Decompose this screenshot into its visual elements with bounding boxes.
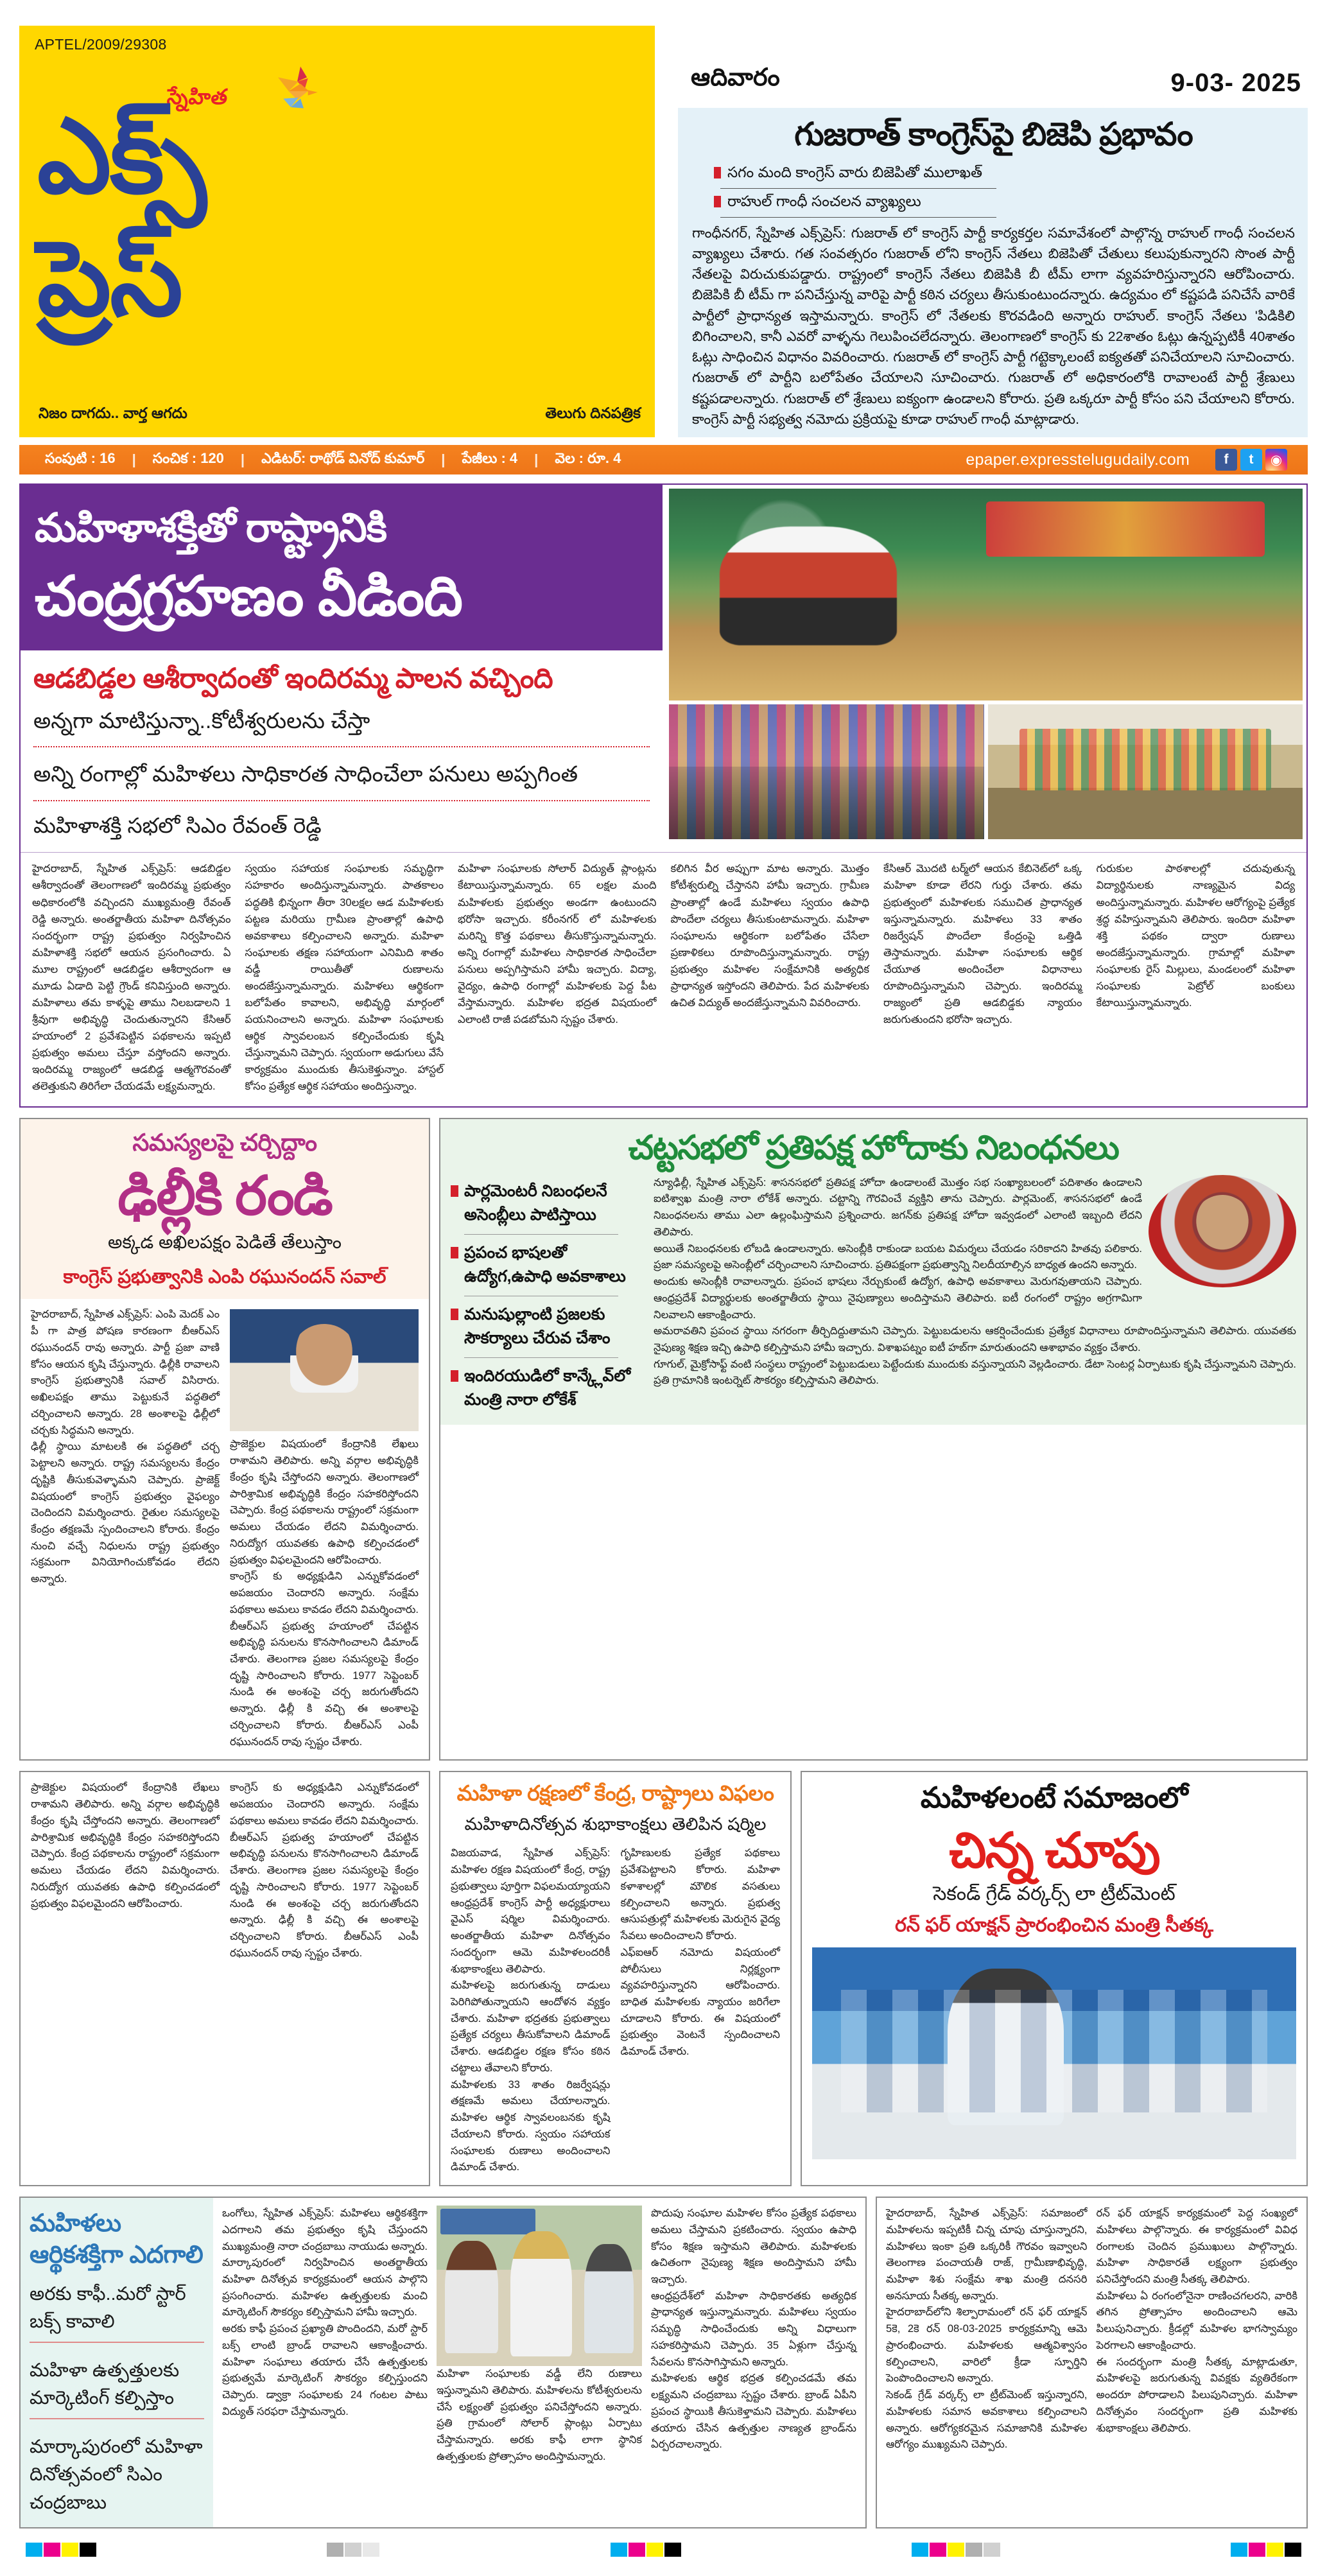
chinna-sub: సెకండ్ గ్రేడ్ వర్కర్స్ లా ట్రీట్‌మెంట్ bbox=[933, 1883, 1175, 1904]
cmyk-swatch-black bbox=[1285, 2543, 1301, 2557]
run-for-action-photo bbox=[812, 1947, 1296, 2159]
divider bbox=[30, 2342, 204, 2343]
epaper-url[interactable]: epaper.expresstelugudaily.com bbox=[966, 450, 1190, 469]
chinna-paragraph: సెకండ్ గ్రేడ్ వర్కర్స్ లా ట్రీట్‌మెంట్ ఇస్తున్నారని, మహిళలకు సమాన అవకాశాలు కల్పించాలని అన్నారు. ఆరోగ్యకరమైన సమాజానికి మహిళల ఆరోగ్యం ముఖ్యమని చెప్పారు. bbox=[886, 2389, 1088, 2451]
brand-wordmark bbox=[37, 95, 205, 340]
delhi-paragraph: హైదరాబాద్, స్నేహిత ఎక్స్‌ప్రెస్: ఎంపి మెదక్ ఎం పీ గా పాత్ర పోషణ కారణంగా బీఆర్ఎస్ రఘునందన్ రావు అన్నారు. పార్టీ ప్రజా వాణి కోసం ఆయన కృషి చేస్తున్నారు. ఢిల్లీకి రావాలని కాంగ్రెస్ ప్రభుత్వానికి సవాల్ విసిరారు. అఖిలపక్షం తాము పెట్టుకునే పద్ధతిలో చర్చించాలని అన్నారు. 28 అంశాలపై ఢిల్లీలో చర్చకు సిద్ధమని అన్నారు. bbox=[31, 1309, 220, 1436]
assembly-paragraph: గూగుల్, మైక్రోసాఫ్ట్ వంటి సంస్థలు రాష్ట్రంలో పెట్టుబడులు పెట్టేందుకు ముందుకు వస్తున్నాయని వెల్లడించారు. డేటా సెంటర్ల ఏర్పాటుకు కృషి చేస్తున్నామని చెప్పారు. ప్రతి గ్రామానికి ఇంటర్నెట్ సౌకర్యం కల్పిస్తామని తెలిపారు. bbox=[654, 1358, 1296, 1387]
assembly-grid bbox=[451, 1175, 1296, 1417]
chinna-chupu-card bbox=[801, 1771, 1308, 2186]
divider bbox=[33, 800, 650, 801]
assembly-bullet-text: పార్లమెంటరీ నిబంధలనే అసెంబ్లీలు పాటిస్తాయి bbox=[464, 1181, 607, 1224]
economic-point: మార్కాపురంలో మహిళా దినోత్సవంలో సిఎం చంద్రబాబు bbox=[30, 2436, 203, 2513]
delhi-kicker: సమస్యలపై చర్చిద్దాం bbox=[132, 1129, 317, 1156]
lead-photo-row bbox=[669, 704, 1303, 839]
facebook-icon[interactable]: f bbox=[1215, 449, 1237, 471]
social-links bbox=[1215, 449, 1299, 471]
brand-tagline-left: నిజం దాగదు.. వార్త ఆగదు bbox=[39, 405, 187, 421]
chinna-paragraph: మహిళలు ఏ రంగంలోనైనా రాణించగలరని, వారికి తగిన ప్రోత్సాహం అందించాలని ఆమె పిలుపునిచ్చారు. క్రీడల్లో మహిళల భాగస్వామ్యం పెరగాలని ఆకాంక్షించారు. bbox=[1096, 2290, 1297, 2351]
divider bbox=[464, 1357, 618, 1358]
mahila-raksha-sub: మహిళాదినోత్సవ శుభాకాంక్షలు తెలిపిన షర్మిల bbox=[464, 1815, 767, 1834]
chinna-col-2 bbox=[1097, 2206, 1298, 2453]
lead-sub-2: అన్ని రంగాల్లో మహిళలు సాధికారత సాధించేలా పనులు అప్పగింత bbox=[33, 762, 578, 787]
cmyk-swatch-gray bbox=[966, 2543, 982, 2557]
cmyk-swatch-yellow bbox=[646, 2543, 663, 2557]
masthead-right bbox=[655, 26, 1308, 437]
delhi-paragraph: ఢిల్లీ స్థాయి మాటలకి ఈ పద్ధతిలో చర్చ పెట్టాలని అన్నారు. రాష్ట్ర సమస్యలను కేంద్రం దృష్టికి తీసుకువెళ్ళామని చెప్పారు. ప్రాజెక్ట్ విషయంలో కాంగ్రెస్ ప్రభుత్వం వైఫల్యం చెందిందని విమర్శించారు. రైతుల సమస్యలపై కేంద్రం తక్షణమే స్పందించాలని కోరారు. కేంద్రం నుంచి వచ్చే నిధులను రాష్ట్ర ప్రభుత్వం సక్రమంగా వినియోగించుకోవడం లేదని అన్నారు. bbox=[31, 1441, 220, 1585]
issue-label: సంచిక : 120 bbox=[152, 449, 224, 466]
assembly-bullet bbox=[451, 1360, 643, 1417]
lead-paragraph: హైదరాబాద్, స్నేహిత ఎక్స్‌ప్రెస్: ఆడబిడ్డల ఆశీర్వాదంతో తెలంగాణలో ఇందిరమ్మ ప్రభుత్వం అధికారంలోకి వచ్చిందని ముఖ్యమంత్రి రేవంత్ రెడ్డి అన్నారు. అంతర్జాతీయ మహిళా దినోత్సవం సందర్భంగా రాష్ట్ర ప్రభుత్వం నిర్వహించిన మహిళాశక్తి సభలో ఆయన ప్రసంగించారు. ఏ మూల రాష్ట్రంలో ఆడబిడ్డల ఆశీర్వాదంగా ఆ మూడు ఏడాది పెట్టి గ్రౌండ్ కనివిస్తుంది అన్నారు. మహిళాలు తమ కాళ్ళపై తాము నిలబడాలని 1 శ్రీవుగా అభివృద్ధి చెందుతున్నారని కేసిఆర్ హయాంలో 2 ప్రవేశపెట్టిన పథకాలను ఇప్పటి ప్రభుత్వం అమలు చేస్తూ వస్తోందని అన్నారు. ఇందిరమ్మ రాజ్యంలో ఆడబిడ్డ ఆత్మగౌరవంతో తలెత్తుకుని తిరిగేలా చేయడమే లక్ష్యమన్నారు. bbox=[32, 863, 231, 1093]
economic-paragraph: మహిళా సంఘాలకు వడ్డీ లేని రుణాలు ఇస్తున్నామని తెలిపారు. మహిళలను కోటీశ్వరులను చేసే లక్ష్యంతో ప్రభుత్వం పనిచేస్తోందని అన్నారు. ప్రతి గ్రామంలో సోలార్ ప్లాంట్లు ఏర్పాటు చేస్తామన్నారు. అరకు కాఫీ లాగా స్థానిక ఉత్పత్తులకు ప్రోత్సాహం అందిస్తామన్నారు. bbox=[437, 2368, 642, 2462]
assembly-bullet-text: ఇందిరయుడిలో కాన్క్లేవ్‌లో మంత్రి నారా లోకేశ్ bbox=[464, 1366, 631, 1409]
lead-paragraph: స్వయం సహాయక సంఘాలకు సమృద్ధిగా సహకారం అందిస్తున్నామన్నారు. పాతకాలం పద్ధతికి భిన్నంగా తీరా 30లక్షల ఆడ మహిళలకు పట్టణ మరియు గ్రామీణ ప్రాంతాల్లో ఉపాధి అవకాశాలు కల్పించాలని అన్నారు. మహిళా సంఘాలకు తక్షణ సహాయంగా ఎనిమిది శాతం వడ్డీ రాయితీతో రుణాలను అందజేస్తున్నామన్నారు. మహిళలు ఆర్థికంగా బలోపేతం కావాలని, అభివృద్ధి మార్గంలో పయనించాలని అన్నారు. మహిళా సంఘాలకు ఆర్థిక స్వావలంబన కల్పించేందుకు కృషి చేస్తున్నామని చెప్పారు. స్వయంగా అడుగులు వేసే కార్యక్రమం ముందుకు తీసుకెళ్తున్నాం. హాస్టల్ కోసం ప్రత్యేక ఆర్థిక సహాయం అందిస్తున్నాం. bbox=[245, 863, 444, 1093]
cmyk-swatch-cyan bbox=[26, 2543, 42, 2557]
volume-label: సంపుటి : 16 bbox=[45, 449, 116, 466]
lead-headline-column bbox=[21, 485, 663, 847]
lead-headline-banner bbox=[21, 485, 663, 650]
cmyk-swatch-magenta bbox=[629, 2543, 645, 2557]
lead-sub-3: మహిళాశక్తి సభలో సిఎం రేవంత్ రెడ్డి bbox=[33, 813, 322, 837]
mahila-col-1 bbox=[451, 1845, 611, 2176]
cmyk-swatch-yellow bbox=[62, 2543, 78, 2557]
person-figure bbox=[445, 2241, 498, 2353]
economic-paragraph: పొదుపు సంఘాల మహిళల కోసం ప్రత్యేక పథకాలు అమలు చేస్తామని ప్రకటించారు. స్వయం ఉపాధి కోసం శిక్షణ ఇస్తామని తెలిపారు. మహిళలకు ఉచితంగా నైపుణ్య శిక్షణ అందిస్తామని హామీ ఇచ్చారు. bbox=[651, 2207, 856, 2285]
cmyk-swatch-gray bbox=[363, 2543, 379, 2557]
delhi-paragraph: కాంగ్రెస్ కు అధ్యక్షుడిని ఎన్నుకోవడంలో అపజయం చెందారని అన్నారు. సంక్షేమ పథకాలు అమలు కావడం లేదని విమర్శించారు. బీఆర్ఎస్ ప్రభుత్వ హయాంలో చేపట్టిన అభివృద్ధి పనులను కొనసాగించాలని డిమాండ్ చేశారు. తెలంగాణ ప్రజల సమస్యలపై కేంద్రం దృష్టి సారించాలని కోరారు. 1977 సెప్టెంబర్ నుండి ఈ అంశంపై చర్చ జరుగుతోందని అన్నారు. ఢిల్లీ కి వచ్చి ఈ అంశాలపై చర్చించాలని కోరారు. బీఆర్ఎస్ ఎంపీ రఘునందన్ రావు స్పష్టం చేశారు. bbox=[230, 1571, 419, 1748]
cmyk-swatch-gray bbox=[345, 2543, 361, 2557]
cmyk-swatch-gray bbox=[984, 2543, 1000, 2557]
delhi-paragraph: కాంగ్రెస్ కు అధ్యక్షుడిని ఎన్నుకోవడంలో అపజయం చెందారని అన్నారు. సంక్షేమ పథకాలు అమలు కావడం లేదని విమర్శించారు. బీఆర్ఎస్ ప్రభుత్వ హయాంలో చేపట్టిన అభివృద్ధి పనులను కొనసాగించాలని డిమాండ్ చేశారు. తెలంగాణ ప్రజల సమస్యలపై కేంద్రం దృష్టి సారించాలని కోరారు. 1977 సెప్టెంబర్ నుండి ఈ అంశంపై చర్చ జరుగుతోందని అన్నారు. ఢిల్లీ కి వచ్చి ఈ అంశాలపై చర్చించాలని కోరారు. బీఆర్ఎస్ ఎంపీ రఘునందన్ రావు స్పష్టం చేశారు. bbox=[230, 1782, 419, 1959]
delhi-continuation-card bbox=[19, 1771, 430, 2186]
cmyk-swatch-cyan bbox=[611, 2543, 627, 2557]
lead-top bbox=[21, 485, 1306, 847]
mahila-col-2 bbox=[621, 1845, 781, 2176]
mahila-raksha-headline: మహిళా రక్షణలో కేంద్ర, రాష్ట్రాలు విఫలం bbox=[456, 1781, 774, 1806]
mahila-raksha-card bbox=[439, 1771, 792, 2186]
cmyk-swatch-cyan bbox=[912, 2543, 928, 2557]
bottom-row bbox=[19, 2197, 1308, 2528]
top-news-block bbox=[678, 108, 1308, 437]
delhi-paragraph: ప్రాజెక్టుల విషయంలో కేంద్రానికి లేఖలు రాశామని తెలిపారు. అన్ని వర్గాల అభివృద్ధికి కేంద్రం కృషి చేస్తోందని అన్నారు. తెలంగాణలో పారిశ్రామిక అభివృద్ధికి కేంద్రం సహకరిస్తోందని చెప్పారు. కేంద్ర పథకాలను రాష్ట్రంలో సక్రమంగా అమలు చేయడం లేదని విమర్శించారు. నిరుద్యోగ యువతకు ఉపాధి కల్పించడంలో ప్రభుత్వం విఫలమైందని ఆరోపించారు. bbox=[31, 1782, 220, 1910]
brand-tagline-right: తెలుగు దినపత్రిక bbox=[545, 405, 641, 421]
cmyk-group bbox=[912, 2543, 1000, 2557]
separator: | bbox=[534, 451, 539, 467]
chinna-paragraph: హైదరాబాద్‌లోని శిల్పారామంలో రన్ ఫర్ యాక్షన్ 5కె, 2కె రన్ 08-03-2025 కార్యక్రమాన్ని ఆమె ప్రారంభించారు. మహిళలకు ఆత్మవిశ్వాసం కల్పించాలని, వారిలో క్రీడా స్ఫూర్తిని పెంపొందించాలని అన్నారు. bbox=[886, 2306, 1088, 2385]
delhi-headline: ఢిల్లీకి రండి bbox=[117, 1165, 332, 1226]
brand-wordmark-line2: ప్రెస్ bbox=[37, 221, 182, 338]
cmyk-group bbox=[26, 2543, 96, 2557]
delhi-story-card bbox=[19, 1118, 430, 1761]
economic-point: అరకు కాఫీ..మరో స్టార్ బక్స్ కావాలి bbox=[30, 2283, 186, 2333]
lead-sub-red: ఆడబిడ్డల ఆశీర్వాదంతో ఇందిరమ్మ పాలన వచ్చింది bbox=[33, 663, 553, 694]
assembly-body bbox=[654, 1175, 1296, 1417]
economic-paragraph: ఆంధ్రప్రదేశ్‌లో మహిళా సాధికారతకు అత్యధిక ప్రాధాన్యత ఇస్తున్నామన్నారు. మహిళలు స్వయం సమృద్ధి సాధించేందుకు అన్ని విధాలుగా సహకరిస్తామని చెప్పారు. 35 ఏళ్లుగా చేస్తున్న సేవలను కొనసాగిస్తామని అన్నారు. bbox=[651, 2290, 856, 2368]
registration-number: APTEL/2009/29308 bbox=[35, 36, 167, 53]
cmyk-swatch-yellow bbox=[948, 2543, 964, 2557]
assembly-bullets bbox=[451, 1175, 643, 1417]
assembly-story-card bbox=[439, 1118, 1308, 1761]
mahila-paragraph: విజయవాడ, స్నేహిత ఎక్స్‌ప్రెస్: మహిళల రక్షణ విషయంలో కేంద్ర, రాష్ట్ర ప్రభుత్వాలు పూర్తిగా విఫలమయ్యాయని ఆంధ్రప్రదేశ్ కాంగ్రెస్ పార్టీ అధ్యక్షురాలు వైఎస్ షర్మిల విమర్శించారు. అంతర్జాతీయ మహిళా దినోత్సవం సందర్భంగా ఆమె మహిళలందరికీ శుభాకాంక్షలు తెలిపారు. bbox=[451, 1847, 611, 1975]
economic-headline-block bbox=[21, 2198, 213, 2527]
chinna-sub-red: రన్ ఫర్ యాక్షన్ ప్రారంభించిన మంత్రి సీతక్క bbox=[895, 1914, 1213, 1936]
assembly-paragraph: అయితే నిబంధనలకు లోబడి ఉండాలన్నారు. అసెంబ్లీకి రాకుండా బయట విమర్శలు చేయడం సరికాదని హితవు పలికారు. ప్రజా సమస్యలపై అసెంబ్లీలో చర్చించాలని సూచించారు. ప్రతిపక్షంగా ప్రభుత్వాన్ని నిలదీయాల్సిన బాధ్యత ఉందని అన్నారు. bbox=[654, 1242, 1142, 1271]
assembly-block bbox=[440, 1119, 1306, 1424]
economic-col-1 bbox=[222, 2206, 428, 2519]
economic-headline: మహిళలు ఆర్థికశక్తిగా ఎదగాలి bbox=[30, 2210, 204, 2269]
economic-story-card bbox=[19, 2197, 867, 2528]
mahila-paragraph: ఎఫ్ఐఆర్ నమోదు విషయంలో పోలీసులు నిర్లక్ష్యంగా వ్యవహరిస్తున్నారని ఆరోపించారు. బాధిత మహిళలకు న్యాయం జరిగేలా చూడాలని కోరారు. ఈ విషయంలో ప్రభుత్వం వెంటనే స్పందించాలని డిమాండ్ చేశారు. bbox=[620, 1946, 780, 2058]
economic-col-3 bbox=[651, 2206, 856, 2519]
top-news-bullet bbox=[691, 189, 1296, 217]
lead-paragraph: కలిగిన వీర అప్పుగా మాట అన్నారు. మెుత్తం కోటీశ్వరుల్ని చేస్తానని హామీ ఇచ్చారు. గ్రామీణ ప్రాంతాల్లో ఉండే మహిళలు స్వయం ఉపాధి పొందేలా చర్యలు తీసుకుంటామన్నారు. మహిళా సంఘాలను ఆర్థికంగా బలోపేతం చేసేలా ప్రణాళికలు రూపొందిస్తున్నామన్నారు. రాష్ట్ర ప్రభుత్వం మహిళల సంక్షేమానికి అత్యధిక ప్రాధాన్యత ఇస్తోందని తెలిపారు. పేద మహిళలకు ఉచిత విద్యుత్ అందజేస్తున్నామని వివరించారు. bbox=[670, 863, 869, 1009]
economic-body bbox=[213, 2198, 865, 2527]
assembly-paragraph: న్యూఢిల్లీ, స్నేహిత ఎక్స్‌ప్రెస్: శాసనసభలో ప్రతిపక్ష హోదా ఉండాలంటే మెుత్తం సభ సంఖ్యాబలంలో పదిశాతం ఉండాలని ఐటిశ్వాఖ మంత్రి నారా లోకేశ్ అన్నారు. చట్టాన్ని గౌరవించే వ్యక్తిని తాను చెప్పారు. పార్లమెంట్, శాసనసభలో ఉండే నిబంధనలను తాము ఎలా ఉల్లంఘిస్తామని ప్రశ్నించారు. జగన్‌కు ప్రతిపక్ష హోదా ఇవ్వడంలో ఎలాంటి ఇబ్బంది లేదని తెలిపారు. bbox=[654, 1176, 1142, 1238]
economic-paragraph: ఒంగోలు, స్నేహిత ఎక్స్‌ప్రెస్: మహిళలు ఆర్థికశక్తిగా ఎదగాలని తమ ప్రభుత్వం కృషి చేస్తుందని ముఖ్యమంత్రి నారా చంద్రబాబు నాయుడు అన్నారు. మార్కాపురంలో నిర్వహించిన అంతర్జాతీయ మహిళా దినోత్సవ కార్యక్రమంలో ఆయన పాల్గొని ప్రసంగించారు. మహిళల ఉత్పత్తులకు మంచి మార్కెటింగ్ సౌకర్యం కల్పిస్తామని హామీ ఇచ్చారు. bbox=[222, 2207, 428, 2319]
top-news-bullet-text: రాహుల్ గాంధీ సంచలన వ్యాఖ్యలు bbox=[727, 192, 921, 209]
cmyk-group bbox=[611, 2543, 681, 2557]
economic-paragraph: మహిళలకు ఆర్థిక భద్రత కల్పించడమే తమ లక్ష్యమని చంద్రబాబు స్పష్టం చేశారు. బ్రాండ్ ఏపీని ప్రపంచ స్థాయికి తీసుకెళ్తామని చెప్పారు. మహిళలు తయారు చేసిన ఉత్పత్తుల నాణ్యత బ్రాండ్‌ను ఏర్పరచాలన్నారు. bbox=[651, 2372, 856, 2451]
bullet-square-icon bbox=[451, 1370, 458, 1382]
chinna-paragraph: హైదరాబాద్, స్నేహిత ఎక్స్‌ప్రెస్: సమాజంలో మహిళలను ఇప్పటికీ చిన్న చూపు చూస్తున్నారని, మహిళలు ఇంకా ప్రతి ఒక్కరికీ గౌరవం ఇవ్వాలని తెలంగాణ పంచాయతీ రాజ్, గ్రామీణాభివృద్ధి, మహిళా శిశు సంక్షేమ శాఖ మంత్రి దనసరి అనసూయ సీతక్క అన్నారు. bbox=[886, 2207, 1088, 2302]
lead-photo-stalls bbox=[988, 704, 1303, 839]
cmyk-swatch-yellow bbox=[1267, 2543, 1283, 2557]
lead-paragraph: గురుకుల పాఠశాలల్లో చదువుతున్న విద్యార్థినులకు నాణ్యమైన విద్య అందిస్తున్నామన్నారు. మహిళల ఆరోగ్యంపై ప్రత్యేక శ్రద్ధ వహిస్తున్నామని తెలిపారు. ఇందిరా మహిళా శక్తి పథకం ద్వారా రుణాలు అందజేస్తున్నామన్నారు. గ్రామాల్లో మహిళా సంఘాలకు రైస్ మిల్లులు, మండలంలో మహిళా సంఘాలకు పెట్రోల్ బంకులు కేటాయిస్తున్నామన్నారు. bbox=[1096, 863, 1296, 1009]
delhi-continuation-body bbox=[21, 1772, 429, 1971]
mahila-paragraph: గృహిణులకు ప్రత్యేక పథకాలు ప్రవేశపెట్టాలని కోరారు. మహిళా కళాశాలల్లో మౌలిక వసతులు కల్పించాలని అన్నారు. ప్రభుత్వ ఆసుపత్రుల్లో మహిళలకు మెరుగైన వైద్య సేవలు అందించాలని కోరారు. bbox=[620, 1847, 780, 1942]
brand-wordmark-line1: ఎక్స్ bbox=[37, 98, 205, 214]
delhi-body-col-1 bbox=[31, 1307, 220, 1750]
bullet-square-icon bbox=[714, 196, 721, 207]
editor-label: ఎడిటర్: రాథోడ్ వినోద్ కుమార్ bbox=[261, 449, 425, 466]
divider bbox=[464, 1234, 618, 1235]
assembly-bullet bbox=[451, 1298, 643, 1355]
assembly-bullet-text: ప్రపంచ భాషలతో ఉద్యోగ,ఉపాధి అవకాశాలు bbox=[464, 1243, 626, 1286]
assembly-headline: చట్టసభలో ప్రతిపక్ష హోదాకు నిబంధనలు bbox=[628, 1129, 1119, 1167]
chinna-col-1 bbox=[886, 2206, 1088, 2453]
masthead-logo-box bbox=[19, 26, 655, 437]
lead-subheads bbox=[21, 650, 663, 848]
lower-mid-row bbox=[19, 1771, 1308, 2186]
bullet-square-icon bbox=[451, 1185, 458, 1197]
lead-story bbox=[19, 483, 1308, 1108]
cmyk-registration-bars bbox=[19, 2528, 1308, 2563]
cmyk-swatch-gray bbox=[327, 2543, 343, 2557]
divider bbox=[33, 746, 650, 747]
brand-small-text: స్నేహిత bbox=[166, 85, 229, 109]
raghunandan-rao-photo bbox=[230, 1309, 419, 1431]
cmyk-swatch-black bbox=[80, 2543, 96, 2557]
mahila-paragraph: మహిళలకు 33 శాతం రిజర్వేషన్లు తక్షణమే అమలు చేయాలన్నారు. మహిళల ఆర్థిక స్వావలంబనకు కృషి చేయాలని కోరారు. స్వయం సహాయక సంఘాలకు రుణాలు అందించాలని డిమాండ్ చేశారు. bbox=[451, 2078, 611, 2173]
assembly-bullet bbox=[451, 1175, 643, 1232]
delhi-paragraph: ప్రాజెక్టుల విషయంలో కేంద్రానికి లేఖలు రాశామని తెలిపారు. అన్ని వర్గాల అభివృద్ధికి కేంద్రం కృషి చేస్తోందని అన్నారు. తెలంగాణలో పారిశ్రామిక అభివృద్ధికి కేంద్రం సహకరిస్తోందని చెప్పారు. కేంద్ర పథకాలను రాష్ట్రంలో సక్రమంగా అమలు చేయడం లేదని విమర్శించారు. నిరుద్యోగ యువతకు ఉపాధి కల్పించడంలో ప్రభుత్వం విఫలమైందని ఆరోపించారు. bbox=[230, 1438, 419, 1566]
minister-seethakka-figure bbox=[948, 1969, 1064, 2125]
mahila-paragraph: మహిళలపై జరుగుతున్న దాడులు పెరిగిపోతున్నాయని ఆందోళన వ్యక్తం చేశారు. మహిళా భద్రతకు ప్రభుత్వాలు ప్రత్యేక చర్యలు తీసుకోవాలని డిమాండ్ చేశారు. ఆడబిడ్డల రక్షణ కోసం కఠిన చట్టాలు తేవాలని కోరారు. bbox=[451, 1980, 611, 2074]
price-label: వెల : రూ. 4 bbox=[555, 449, 621, 466]
bullet-square-icon bbox=[451, 1309, 458, 1320]
bullet-square-icon bbox=[714, 167, 721, 178]
delhi-sub: అక్కడ అఖిలపక్షం పెడితే తేలుస్తాం bbox=[107, 1232, 342, 1253]
cmyk-swatch-black bbox=[664, 2543, 681, 2557]
assembly-paragraph: అమరావతిని ప్రపంచ స్థాయి నగరంగా తీర్చిదిద్దుతామని చెప్పారు. పెట్టుబడులను ఆకర్షించేందుకు ప్రత్యేక విధానాలు రూపొందిస్తున్నామని తెలిపారు. యువతకు నైపుణ్య శిక్షణ ఇచ్చి ఉపాధి కల్పిస్తామని హామీ ఇచ్చారు. విశాఖపట్నం ఐటీ హబ్‌గా మారుతుందని ఆశాభావం వ్యక్తం చేశారు. bbox=[654, 1325, 1296, 1354]
delhi-body bbox=[21, 1299, 429, 1759]
lead-sub-1: అన్నగా మాటిస్తున్నా..కోటీశ్వరులను చేస్తా bbox=[33, 708, 370, 733]
lead-paragraph: మహిళా సంఘాలకు సోలార్ విద్యుత్ ప్లాంట్లను కేటాయిస్తున్నామన్నారు. 65 లక్షల మంది మహిళలకు ప్రభుత్వం అండగా ఉంటుందని భరోసా ఇచ్చారు. కరీంనగర్ లో మహిళలకు మరిన్ని కొత్త పథకాలు తీసుకొస్తున్నామన్నారు. అన్ని రంగాల్లో మహిళలు సాధికారత సాధించేలా పనులు అప్పగిస్తామని హామీ ఇచ్చారు. విద్యా, వైద్యం, ఉపాధి రంగాల్లో మహిళలకు పెద్ద పీట వేస్తామన్నారు. మహిళల భద్రత విషయంలో ఎలాంటి రాజీ పడబోమని స్పష్టం చేశారు. bbox=[458, 863, 657, 1025]
twitter-icon[interactable]: t bbox=[1240, 449, 1262, 471]
assembly-bullet-text: మనుషుల్లాంటి ప్రజలకు సౌకర్యాలు చేరువ చేశాం bbox=[464, 1305, 611, 1348]
assembly-paragraph: అందుకు అసెంబ్లీకి రావాలన్నారు. ప్రపంచ భాషలు నేర్చుకుంటే ఉద్యోగ, ఉపాధి అవకాశాలు మెరుగవుతాయని చెప్పారు. ఆంధ్రప్రదేశ్ విద్యార్థులకు అంతర్జాతీయ స్థాయి నైపుణ్యాలు అందిస్తామని తెలిపారు. ఐటీ రంగంలో రాష్ట్రం అగ్రగామిగా నిలవాలని ఆకాంక్షించారు. bbox=[654, 1276, 1142, 1321]
chinna-headline: చిన్న చూపు bbox=[949, 1823, 1159, 1879]
publication-date: 9-03- 2025 bbox=[1170, 69, 1301, 97]
cmyk-swatch-magenta bbox=[930, 2543, 946, 2557]
lead-kicker: మహిళాశక్తితో రాష్ట్రానికి bbox=[35, 506, 387, 550]
separator: | bbox=[132, 451, 136, 467]
lead-paragraph: కేసిఆర్ మెుదటి టర్మ్‌లో ఆయన కేబినెట్‌లో ఒక్క మహిళా కూడా లేరని గుర్తు చేశారు. తమ ప్రభుత్వంలో మహిళలకు సముచిత ప్రాధాన్యత ఇస్తున్నామన్నారు. మహిళలు 33 శాతం రిజర్వేషన్ పొందేలా కేంద్రంపై ఒత్తిడి తెస్తామన్నారు. మహిళా సంఘాలకు ఆర్థిక చేయూత అందించేలా విధానాలు రూపొందిస్తున్నామని చెప్పారు. ఇందిరమ్మ రాజ్యంలో ప్రతి ఆడబిడ్డకు న్యాయం జరుగుతుందని భరోసా ఇచ్చారు. bbox=[883, 863, 1082, 1025]
lead-photo-crowd bbox=[669, 704, 984, 839]
cmyk-swatch-cyan bbox=[1231, 2543, 1247, 2557]
economic-point: మహిళా ఉత్పత్తులకు మార్కెటింగ్ కల్పిస్తాం bbox=[30, 2360, 180, 2409]
delhi-headline-block bbox=[21, 1119, 429, 1299]
chinna-kicker: మహిళలంటే సమాజంలో bbox=[920, 1781, 1188, 1815]
delhi-body-col-2 bbox=[230, 1307, 419, 1750]
nara-lokesh-photo bbox=[1149, 1175, 1296, 1287]
top-news-bullet bbox=[691, 160, 1296, 188]
cmyk-swatch-magenta bbox=[44, 2543, 60, 2557]
lead-main-photo bbox=[669, 489, 1303, 701]
chinna-chupu-body-card bbox=[876, 2197, 1308, 2528]
mid-row bbox=[19, 1118, 1308, 1761]
chinna-paragraph: ఈ సందర్భంగా మంత్రి సీతక్క మాట్లాడుతూ, మహిళలపై జరుగుతున్న వివక్షకు వ్యతిరేకంగా అందరూ పోరాడాలని పిలుపునిచ్చారు. మహిళా దినోత్సవం సందర్భంగా ప్రతి మహిళకు శుభాకాంక్షలు తెలిపారు. bbox=[1096, 2356, 1297, 2434]
separator: | bbox=[240, 451, 245, 467]
chandrababu-figure bbox=[510, 2231, 572, 2356]
chinna-body-grid bbox=[886, 2206, 1297, 2453]
day-name: ఆదివారం bbox=[691, 64, 780, 91]
lead-body-text bbox=[21, 852, 1306, 1106]
cmyk-group bbox=[327, 2543, 379, 2557]
assembly-bullet bbox=[451, 1237, 643, 1294]
instagram-icon[interactable]: ◉ bbox=[1265, 449, 1287, 471]
event-banner bbox=[440, 2209, 535, 2234]
mahila-raksha-body bbox=[451, 1845, 780, 2176]
cmyk-group bbox=[1231, 2543, 1301, 2557]
date-row bbox=[678, 26, 1308, 108]
economic-paragraph: అరకు కాఫీ ప్రపంచ ప్రఖ్యాతి పొందిందని, మరో స్టార్ బక్స్ లాంటి బ్రాండ్ రావాలని ఆకాంక్షించారు. మహిళా సంఘాలు తయారు చేసే ఉత్పత్తులకు ప్రభుత్వమే మార్కెటింగ్ సౌకర్యం కల్పిస్తుందని చెప్పారు. డ్వాక్రా సంఘాలకు 24 గంటల పాటు విద్యుత్ సరఫరా చేస్తామన్నారు. bbox=[222, 2323, 428, 2417]
cmyk-swatch-magenta bbox=[1249, 2543, 1265, 2557]
delhi-sub-red: కాంగ్రెస్ ప్రభుత్వానికి ఎంపి రఘునందన్ సవాల్ bbox=[63, 1267, 386, 1288]
top-news-headline: గుజరాత్ కాంగ్రెస్‌పై బిజెపి ప్రభావం bbox=[794, 116, 1193, 152]
bullet-square-icon bbox=[451, 1247, 458, 1258]
economic-col-2 bbox=[437, 2206, 642, 2519]
info-strip bbox=[19, 445, 1308, 474]
divider bbox=[30, 2418, 204, 2419]
top-news-bullet-text: సగం మంది కాంగ్రెస్ వారు బిజెపితో ములాఖత్ bbox=[727, 163, 982, 180]
lead-headline: చంద్రగ్రహణం వీడింది bbox=[35, 565, 462, 627]
bird-logo-icon bbox=[266, 65, 322, 117]
lead-photo-group bbox=[663, 485, 1306, 847]
chinna-paragraph: రన్ ఫర్ యాక్షన్ కార్యక్రమంలో పెద్ద సంఖ్యలో మహిళలు పాల్గొన్నారు. ఈ కార్యక్రమంలో వివిధ రంగాలకు చెందిన ప్రముఖులు పాల్గొన్నారు. మహిళా సాధికారతే లక్ష్యంగా ప్రభుత్వం పనిచేస్తోందని మంత్రి సీతక్క తెలిపారు. bbox=[1096, 2207, 1297, 2285]
separator: | bbox=[441, 451, 446, 467]
top-news-body: గాంధీనగర్, స్నేహిత ఎక్స్‌ప్రెస్: గుజరాత్ లో కాంగ్రెస్ పార్టీ కార్యకర్తల సమావేశంలో పాల్గొన్న రాహుల్ గాంధీ సంచలన వ్యాఖ్యలు చేశారు. గత సంవత్సరం గుజరాత్ లోని కాంగ్రెస్ నేతలు బిజెపితో చేతులు కలుపుకున్నారని సొంత పార్టీ నేతలపై విరుచుకుపడ్డారు. రాష్ట్రంలో కాంగ్రెస్ నేతలు బిజెపికి బీ టీమ్ లాగా వ్యవహరిస్తున్నారని ఆరోపించారు. బిజెపికి బీ టీమ్ గా పనిచేస్తున్న వారిపై పార్టీ కఠిన చర్యలు తీసుకుంటుందన్నారు. ఉద్యమం లో కష్టపడి పనిచేసే వారికే పార్టీలో ప్రాధాన్యత ఇస్తామన్నారు. కాంగ్రెస్ లో నేతలకు కొరవడింది అన్నారు రాహుల్. కాంగ్రెస్ నేతలు 'పిడికిలి బిగించాలని, కానీ ఎవరో వాళ్ళను గెలుపించలేదన్నారు. తెలంగాణలో కాంగ్రెస్ కు 22శాతం ఓట్లు ఉన్నప్పటికీ 40శాతం ఓట్లు సాధించిన విధానం వివరించారు. గుజరాత్ లో కాంగ్రెస్ పార్టీ గట్టెక్కాలంటే ఐక్యతతో పనిచేయాలని సూచించారు. గుజరాత్ లో పార్టీని బలోపేతం చేయాలని సూచించారు. గుజరాత్ లో అధికారంలోకి రావాలంటే పార్టీ శ్రేణులు కష్టపడాలన్నారు. గుజరాత్ లో శ్రేణులు ఐక్యంగా ఉండాలని కోరారు. ప్రతి ఒక్కరూ పార్టీ కోసం పని చేయాలని కోరారు. కాంగ్రెస్ పార్టీ సభ్యత్వ నమోదు ప్రక్రియపై కూడా రాహుల్ గాంధీ మాట్లాడారు. bbox=[692, 225, 1295, 427]
masthead bbox=[19, 0, 1308, 437]
pages-label: పేజీలు : 4 bbox=[462, 449, 518, 466]
person-figure bbox=[584, 2244, 634, 2353]
chandrababu-photo bbox=[437, 2206, 642, 2366]
